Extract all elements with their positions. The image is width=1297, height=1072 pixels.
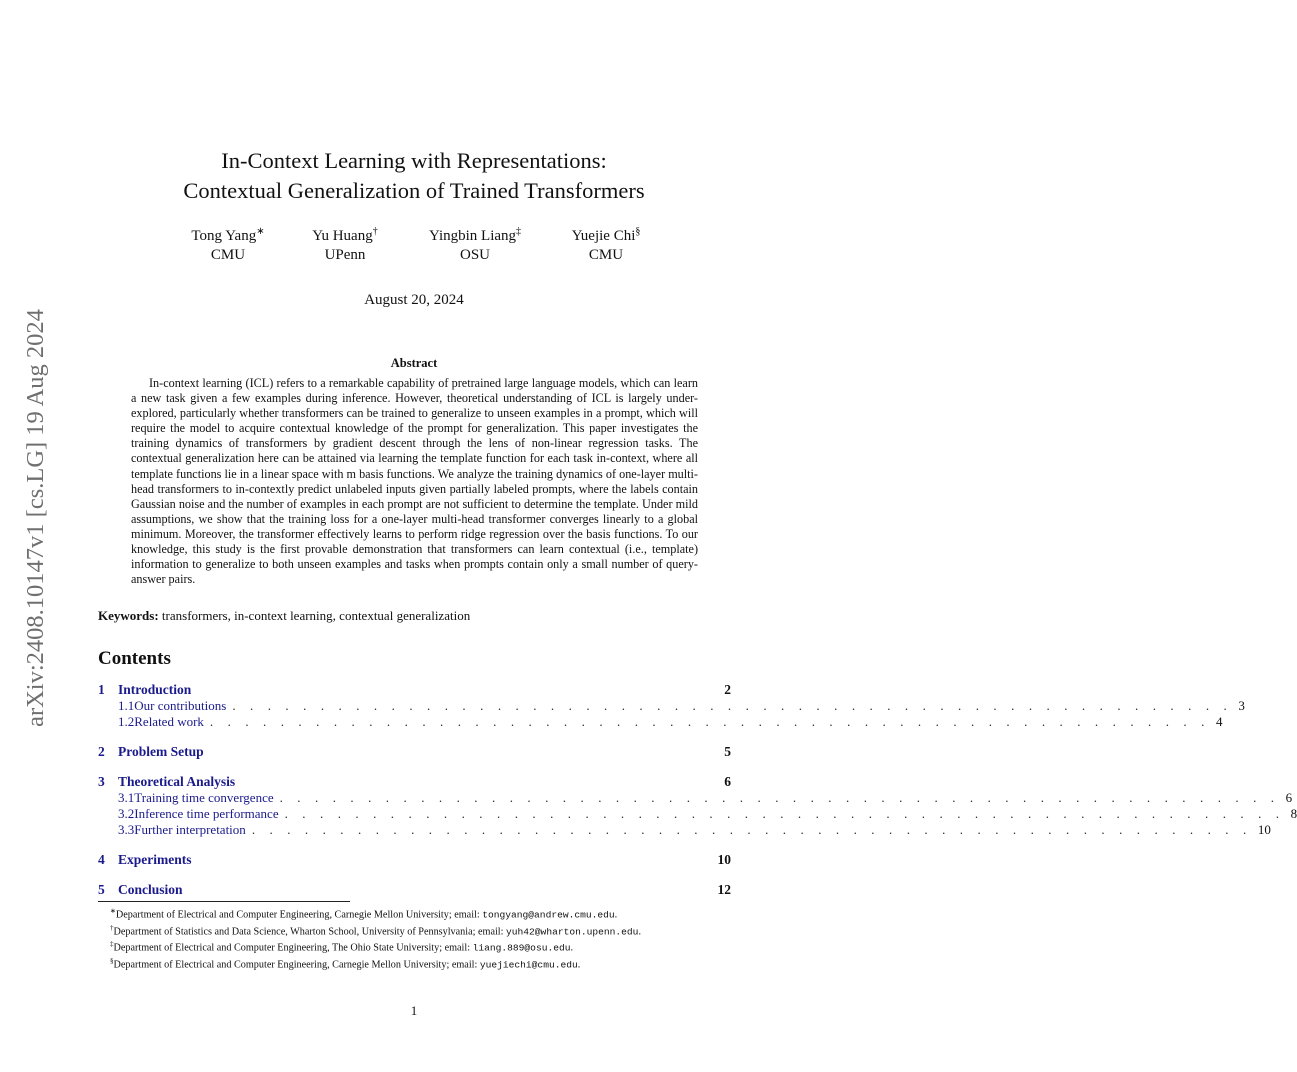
toc-label: Further interpretation (134, 822, 246, 837)
footnote-mark: ∗ (110, 907, 116, 915)
footnote (110, 955, 750, 972)
author-affiliation: CMU (588, 247, 624, 263)
toc-number: 3.3 (118, 822, 135, 837)
toc-label: Related work (134, 714, 204, 729)
toc-label: Introduction (118, 682, 192, 697)
toc-entry-related-work[interactable] (98, 714, 1223, 730)
toc-page-number: 4 (1215, 714, 1223, 729)
toc-page-number: 12 (717, 882, 731, 897)
footnote-email-link[interactable]: yuejiechi@cmu.edu (479, 959, 578, 971)
keywords-line (98, 608, 738, 624)
author-affiliation: UPenn (324, 247, 366, 263)
page-number: 1 (410, 1003, 418, 1018)
footnote (110, 922, 750, 939)
toc-number: 4 (98, 852, 105, 867)
toc-page-number: 2 (724, 682, 731, 697)
toc-entry-our-contributions[interactable] (98, 698, 1245, 714)
footnote-email-link[interactable]: tongyang@andrew.cmu.edu (482, 909, 615, 921)
author-affiliation: OSU (459, 247, 491, 263)
toc-label: Theoretical Analysis (118, 774, 236, 789)
keywords-label: Keywords: (98, 608, 159, 623)
arxiv-identifier: arXiv:2408.10147v1 [cs.LG] 19 Aug 2024 (22, 309, 49, 727)
toc-entry-inference-time-performance[interactable] (98, 806, 1297, 822)
author-footnote-mark: † (372, 226, 378, 237)
toc-number: 2 (98, 744, 105, 759)
toc-dot-leader: . . . . . . . . . . . . . . . . . . . . . . . . . . . . . . . . . . . . . . . . . . . . . . . . . . . . . . . . . (209, 714, 1210, 729)
footnotes (110, 905, 750, 971)
author-name: Yu Huang (312, 228, 373, 244)
toc-dot-leader: . . . . . . . . . . . . . . . . . . . . . . . . . . . . . . . . . . . . . . . . . . . . . . . . . . . . . . . . . (279, 790, 1280, 805)
toc-number: 1 (98, 682, 105, 697)
author-block (312, 222, 377, 265)
toc-label: Experiments (118, 852, 192, 867)
toc-label: Problem Setup (118, 744, 204, 759)
toc-number: 3 (98, 774, 105, 789)
author-block (572, 222, 641, 265)
toc-number: 3.1 (118, 790, 135, 805)
toc-page-number: 6 (724, 774, 731, 789)
footnote-end: . (638, 925, 641, 937)
toc-label: Inference time performance (134, 806, 279, 821)
toc-entry-training-time-convergence[interactable] (98, 790, 1293, 806)
arxiv-sidebar (18, 283, 54, 753)
footnote-rule (98, 901, 350, 902)
toc-dot-leader: . . . . . . . . . . . . . . . . . . . . . . . . . . . . . . . . . . . . . . . . . . . . . . . . . . . . . . . . . (232, 698, 1233, 713)
toc-label: Our contributions (134, 698, 227, 713)
toc-number: 1.1 (118, 698, 135, 713)
footnote-email-link[interactable]: yuh42@wharton.upenn.edu (506, 925, 639, 937)
toc-entry-further-interpretation[interactable] (98, 822, 1271, 838)
author-name: Yuejie Chi (571, 228, 636, 244)
author-block (191, 222, 264, 265)
toc-entry-theoretical-analysis[interactable] (98, 774, 731, 790)
footnote-end: . (570, 942, 574, 954)
toc-number: 5 (98, 882, 105, 897)
author-name: Yingbin Liang (428, 228, 517, 244)
contents-heading: Contents (98, 648, 171, 669)
toc-page-number: 10 (717, 852, 731, 867)
title-line-1: In-Context Learning with Representations: (221, 148, 607, 173)
abstract-heading: Abstract (390, 356, 438, 370)
footnote-text: Department of Electrical and Computer Engineering, The Ohio State University; email: (113, 942, 473, 954)
footnote-text: Department of Electrical and Computer Engineering, Carnegie Mellon University; email: (115, 909, 483, 921)
toc-entry-experiments[interactable] (98, 852, 731, 868)
footnote-mark: § (110, 956, 114, 965)
author-block (429, 222, 521, 265)
author-footnote-mark: § (635, 226, 641, 237)
footnote-text: Department of Statistics and Data Science, Wharton School, University of Pennsylvania; email: (113, 925, 507, 937)
toc-page-number: 8 (1290, 806, 1297, 821)
abstract-text: In-context learning (ICL) refers to a remarkable capability of pretrained large language models, which can learn a new task given a few examples during inference. However, theoretical understanding of ICL is largely under-explored, particularly whether transformers can be trained to generalize to unseen examples in a prompt, which will require the model to acquire contextual knowledge of the prompt for generalization. This paper investigates the training dynamics of transformers by gradient descent through the lens of non-linear regression tasks. The contextual generalization here can be attained via learning the template function for each task in-context, where all template functions lie in a linear space with m basis functions. We analyze the training dynamics of one-layer multi-head transformers to in-contextly predict unlabeled inputs given partially labeled prompts, where the labels contain Gaussian noise and the number of examples in each prompt are not sufficient to determine the template. Under mild assumptions, we show that the training loss for a one-layer multi-head transformer converges linearly to a global minimum. Moreover, the transformer effectively learns to perform ridge regression over the basis functions. To our knowledge, this study is the first provable demonstration that transformers can learn contextual (i.e., template) information to generalize to both unseen examples and tasks when prompts contain only a small number of query-answer pairs. (131, 376, 698, 587)
toc-page-number: 6 (1285, 790, 1293, 805)
publication-date: August 20, 2024 (364, 292, 464, 308)
author-name: Tong Yang (191, 228, 257, 244)
title-line-2: Contextual Generalization of Trained Transformers (183, 178, 645, 203)
toc-entry-problem-setup[interactable] (98, 744, 731, 760)
toc-page-number: 5 (724, 744, 731, 759)
footnote-end: . (614, 909, 618, 921)
toc-entry-introduction[interactable] (98, 682, 731, 698)
paper-title (0, 146, 828, 206)
toc-label: Conclusion (118, 882, 183, 897)
toc-dot-leader: . . . . . . . . . . . . . . . . . . . . . . . . . . . . . . . . . . . . . . . . . . . . . . . . . . . . . . . . . (251, 822, 1252, 837)
footnote (110, 938, 750, 955)
author-footnote-mark: ‡ (516, 226, 522, 237)
toc-dot-leader: . . . . . . . . . . . . . . . . . . . . . . . . . . . . . . . . . . . . . . . . . . . . . . . . . . . . . . . . . (284, 806, 1285, 821)
toc-page-number: 10 (1257, 822, 1271, 837)
toc-entry-conclusion[interactable] (98, 882, 731, 898)
author-affiliation: CMU (210, 247, 246, 263)
toc-page-number: 3 (1238, 698, 1245, 713)
footnote-email-link[interactable]: liang.889@osu.edu (472, 942, 571, 954)
footnote-text: Department of Electrical and Computer Engineering, Carnegie Mellon University; email: (113, 959, 480, 971)
toc-number: 1.2 (118, 714, 135, 729)
footnote-mark: ‡ (110, 940, 114, 949)
toc-number: 3.2 (118, 806, 135, 821)
toc-label: Training time convergence (134, 790, 274, 805)
author-footnote-mark: ∗ (256, 226, 265, 237)
footnote (110, 905, 750, 922)
keywords-text: transformers, in-context learning, contextual generalization (161, 608, 471, 623)
footnote-mark: † (110, 923, 114, 932)
footnote-end: . (577, 959, 581, 971)
